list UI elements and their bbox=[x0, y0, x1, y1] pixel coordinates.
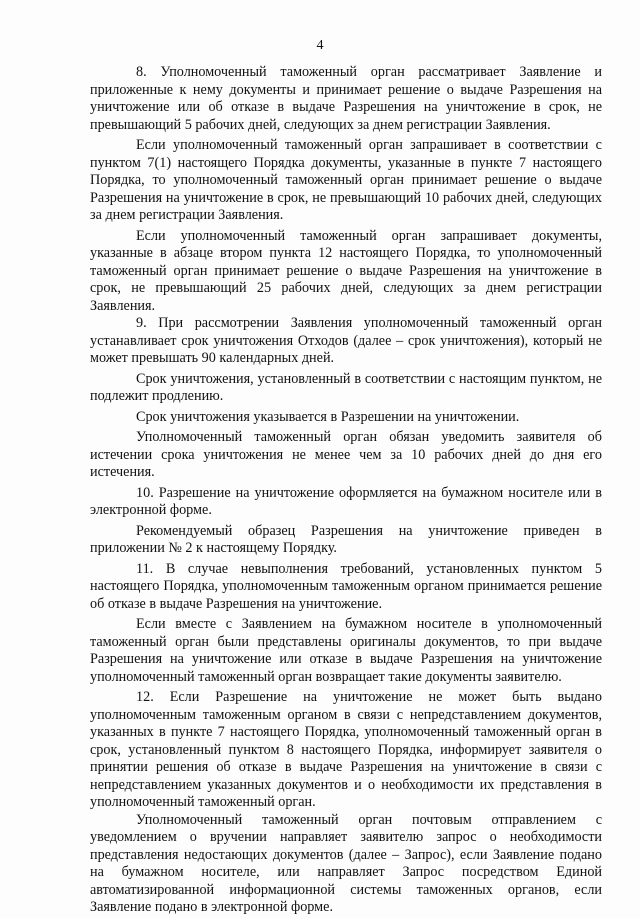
paragraph-9-clause-3: Срок уничтожения указывается в Разрешении на уничтожении. bbox=[136, 408, 520, 425]
paragraph-9-clause-4: Уполномоченный таможенный орган обязан уведомить заявителя об истечении срока уничтожения не менее чем за 10 рабочих дней до дня его истечения. bbox=[90, 429, 602, 480]
paragraph-8: 8. Уполномоченный таможенный орган рассматривает Заявление и приложенные к нему документы и принимает решение о выдаче Разрешения на уничтожение или об отказе в выдаче Разрешения на уничтожение в срок, не превышающий 5 рабочих дней, следующих за днем регистрации Заявления. bbox=[90, 64, 602, 133]
paragraph-8-clause-2: Если уполномоченный таможенный орган запрашивает в соответствии с пунктом 7(1) настоящего Порядка документы, указанные в пункте 7 настоящего Порядка, то уполномоченный таможенный орган принимает решение о выдаче Разрешения на уничтожение в срок, не превышающий 10 рабочих дней, следующих за днем регистрации Заявления. bbox=[90, 137, 602, 223]
document-body bbox=[90, 64, 602, 917]
paragraph-11-clause-2: Если вместе с Заявлением на бумажном носителе в уполномоченный таможенный орган были представлены оригиналы документов, то при выдаче Разрешения на уничтожение или отказе в выдаче Разрешения на уничтожение уполномоченный таможенный орган возвращает такие документы заявителю. bbox=[90, 616, 602, 685]
page-number: 4 bbox=[316, 38, 324, 53]
paragraph-11: 11. В случае невыполнения требований, установленных пунктом 5 настоящего Порядка, уполномоченным таможенным органом принимается решение об отказе в выдаче Разрешения на уничтожение. bbox=[90, 560, 602, 612]
paragraph-12: 12. Если Разрешение на уничтожение не может быть выдано уполномоченным таможенным органом в связи с непредставлением документов, указанных в пункте 7 настоящего Порядка, уполномоченный таможенный орган в срок, установленный пунктом 8 настоящего Порядка, информирует заявителя о принятии решения об отказе в выдаче Разрешения на уничтожение в связи с непредставлением указанных документов и о необходимости их представления в уполномоченный таможенный орган. bbox=[90, 689, 602, 810]
paragraph-10: 10. Разрешение на уничтожение оформляется на бумажном носителе или в электронной форме. bbox=[90, 484, 602, 518]
paragraph-10-clause-2: Рекомендуемый образец Разрешения на уничтожение приведен в приложении № 2 к настоящему Порядку. bbox=[90, 522, 602, 556]
paragraph-9-clause-2: Срок уничтожения, установленный в соответствии с настоящим пунктом, не подлежит продлению. bbox=[90, 370, 602, 404]
paragraph-12-clause-2: Уполномоченный таможенный орган почтовым отправлением с уведомлением о вручении направляет заявителю запрос о необходимости представления недостающих документов (далее – Запрос), если Заявление подано на бумажном носителе, или направляет Запрос посредством Единой автоматизированной информационной системы таможенных органов, если Заявление подано в электронной форме. bbox=[90, 811, 602, 915]
paragraph-8-clause-3: Если уполномоченный таможенный орган запрашивает документы, указанные в абзаце втором пункта 12 настоящего Порядка, то уполномоченный таможенный орган принимает решение о выдаче Разрешения на уничтожение в срок, не превышающий 25 рабочих дней, следующих за днем регистрации Заявления. bbox=[90, 227, 602, 314]
paragraph-9: 9. При рассмотрении Заявления уполномоченный таможенный орган устанавливает срок уничтожения Отходов (далее – срок уничтожения), который не может превышать 90 календарных дней. bbox=[90, 315, 602, 366]
